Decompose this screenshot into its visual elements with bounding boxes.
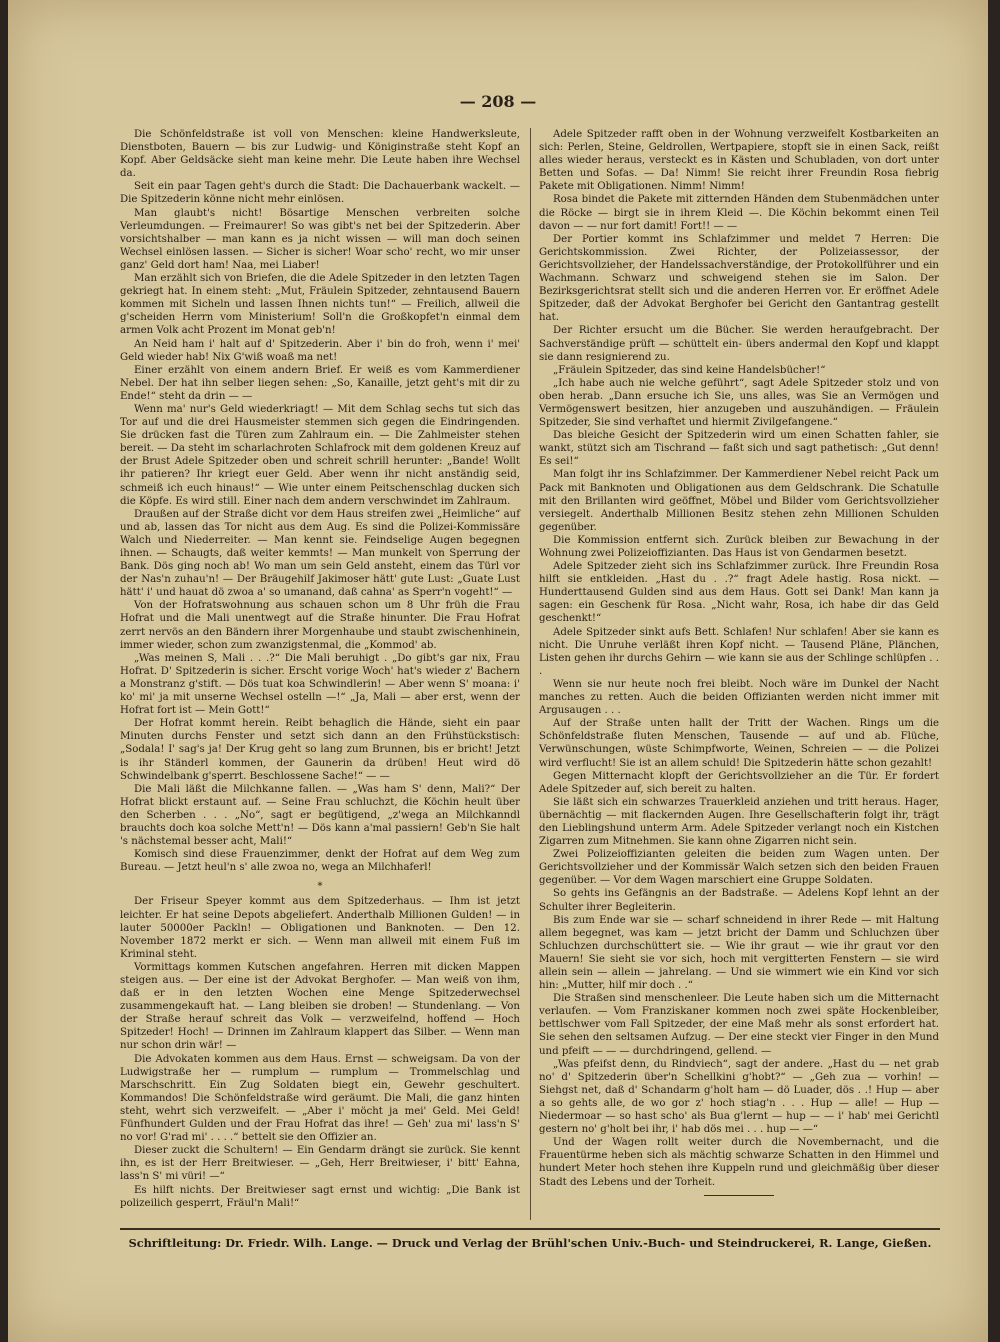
paragraph: „Was meinen S, Mali . . .?“ Die Mali beruhigt . „Do gibt's gar nix, Frau Hofrat. D' Spitzederin is sicher. Erscht vorige Woch' hat's wieder z' Bachern a Monstranz g'stift. — Dös tuat koa Schwindlerin! — Aber wenn S' moana: i' ko' mi' ja mit unserne Wechsel ostelln —!“ „Ja, Mali — aber erst, wenn der Hofrat fort ist — Mein Gott!“: [120, 652, 520, 717]
paragraph: Man glaubt's nicht! Bösartige Menschen verbreiten solche Verleumdungen. — Freimaurer! So was gibt's net bei der Spitzederin. Aber vorsichtshalber — man kann es ja nicht wissen — will man doch seinen Wechsel einlösen lassen. — Sicher is sicher! Woar scho' recht, wo mir unser ganz' Geld dort ham! Naa, mei Liaber!: [120, 207, 520, 271]
paragraph: Der Richter ersucht um die Bücher. Sie werden heraufgebracht. Der Sachverständige prüft — schüttelt ein- übers andermal den Kopf und klappt sie dann resignierend zu.: [539, 325, 939, 363]
paragraph: An Neid ham i' halt auf d' Spitzederin. Aber i' bin do froh, wenn i' mei' Geld wieder hab! Nix G'wiß woaß ma net!: [120, 338, 520, 363]
page-number: — 208 —: [459, 92, 537, 111]
paragraph: Komisch sind diese Frauenzimmer, denkt der Hofrat auf dem Weg zum Bureau. — Jetzt heul'n s' alle zwoa no, wega an Milchhaferl!: [120, 849, 520, 874]
paragraph: Seit ein paar Tagen geht's durch die Stadt: Die Dachauerbank wackelt. — Die Spitzederin könne nicht mehr einlösen.: [120, 181, 520, 206]
paragraph: Die Advokaten kommen aus dem Haus. Ernst — schweigsam. Da von der Ludwigstraße her — rumplum — rumplum — Trommelschlag und Marschschritt. Ein Zug Soldaten biegt ein, Gewehr geschultert. Kommandos! Die Schönfeldstraße wird geräumt. Die Mali, die ganz hinten steht, wehrt sich verzweifelt. — „Aber i' möcht ja mei' Geld. Mei Geld! Fünfhundert Gulden und der Frau Hofrat das ihre! — Geh' zua mi' lass'n S' no vor! G'rad mi' . . . .“ bettelt sie den Offizier an.: [120, 1053, 520, 1144]
paragraph: Einer erzählt von einem andern Brief. Er weiß es vom Kammerdiener Nebel. Der hat ihn selber liegen sehen: „So, Kanaille, jetzt geht's mit dir zu Ende!“ steht da drin — —: [120, 364, 520, 402]
paragraph: Der Friseur Speyer kommt aus dem Spitzederhaus. — Ihm ist jetzt leichter. Er hat seine Depots abgeliefert. Anderthalb Millionen Gulden! — in lauter 50000er Packln! — Obligationen und Banknoten. — Den 12. November 1872 merkt er sich. — Wenn man allweil mit einem Fuß im Kriminal steht.: [120, 896, 520, 960]
end-rule: [704, 1195, 774, 1196]
paragraph: Gegen Mitternacht klopft der Gerichtsvollzieher an die Tür. Er fordert Adele Spitzeder auf, sich bereit zu halten.: [539, 770, 939, 795]
paragraph: Das bleiche Gesicht der Spitzederin wird um einen Schatten fahler, sie wankt, stützt sich am Tischrand — faßt sich und sagt pathetisch: „Gut denn! Es sei!“: [539, 430, 939, 468]
paragraph: Die Straßen sind menschenleer. Die Leute haben sich um die Mitternacht verlaufen. — Vom Franziskaner kommen noch zwei späte Hockenbleiber, bettlschwer vom Fall Spitzeder, der eine Maß mehr als sonst erfordert hat. Sie sehen den seltsamen Aufzug. — Der eine steckt vier Finger in den Mund und pfeift — — — durchdringend, gellend. —: [539, 993, 939, 1057]
paragraph: Draußen auf der Straße dicht vor dem Haus streifen zwei „Heimliche“ auf und ab, lassen das Tor nicht aus dem Aug. Es sind die Polizei-Kommissäre Walch und Niederreiter. — Man kennt sie. Feindselige Augen begegnen ihnen. — Schaugts, daß weiter kemmts! — Man munkelt von Sperrung der Bank. Dös ging noch ab! Wo man um sein Geld ansteht, einem das Türl vor der Nas'n zuhau'n! — Der Bräugehilf Jakimoser hätt' gute Lust: „Guate Lust hätt' i' und hauat dö zwoa a' so umanand, daß cahna' as Sperr'n vogeht!“ —: [120, 508, 520, 599]
paragraph: Die Kommission entfernt sich. Zurück bleiben zur Bewachung in der Wohnung zwei Polizeioffizianten. Das Haus ist von Gendarmen besetzt.: [539, 534, 939, 559]
left-column-part2: [120, 895, 520, 1209]
paragraph: „Ich habe auch nie welche geführt“, sagt Adele Spitzeder stolz und von oben herab. „Dann ersuche ich Sie, uns alles, was Sie an Vermögen und Vermögenswert besitzen, hier anzugeben und auszuhändigen. — Fräulein Spitzeder, Sie sind verhaftet und hiermit Zivilgefangene.“: [539, 377, 939, 429]
paragraph: Von der Hofratswohnung aus schauen schon um 8 Uhr früh die Frau Hofrat und die Mali unentwegt auf die Straße hinunter. Die Frau Hofrat zerrt nervös an den Bändern ihrer Morgenhaube und staubt zwischenhinein, immer wieder, schon zum zwanzigstenmal, die „Kommod' ab.: [120, 600, 520, 651]
paragraph: Die Mali läßt die Milchkanne fallen. — „Was ham S' denn, Mali?“ Der Hofrat blickt erstaunt auf. — Seine Frau schluchzt, die Köchin heult über den Scherben . . . „No“, sagt er begütigend, „z'wega an Milchkanndl brauchts doch koa solche Mett'n! — Dös kann a'mal passiern! Geb'n Sie halt 's nächstemal besser acht, Mali!“: [120, 783, 520, 848]
paragraph: Sie läßt sich ein schwarzes Trauerkleid anziehen und tritt heraus. Hager, übernächtig — mit flackernden Augen. Ihre Gesellschafterin folgt ihr, trägt den Lieblingshund unterm Arm. Adele Spitzeder verlangt noch ein Kistchen Zigarren zum Mitnehmen. Sie kann ohne Zigarren nicht sein.: [539, 796, 939, 848]
paragraph: Der Hofrat kommt herein. Reibt behaglich die Hände, sieht ein paar Minuten durchs Fenster und setzt sich dann an den Frühstückstisch: „Sodala! I' sag's ja! Der Krug geht so lang zum Brunnen, bis er bricht! Jetzt is ihr Ständerl kommen, der Gaunerin da drüben! Heut wird dö Schwindelbank g'sperrt. Beschlossene Sache!“ — —: [120, 718, 520, 782]
footer-rule: [120, 1228, 940, 1230]
imprint-footer: Schriftleitung: Dr. Friedr. Wilh. Lange. — Druck und Verlag der Brühl'schen Univ.-Buch- und Steindruckerei, R. Lange, Gießen.: [128, 1236, 932, 1250]
paragraph: Rosa bindet die Pakete mit zitternden Händen dem Stubenmädchen unter die Röcke — birgt sie in ihrem Kleid —. Die Köchin bekommt einen Teil davon — — nur fort damit! Fort!! — —: [539, 194, 939, 232]
paragraph: Auf der Straße unten hallt der Tritt der Wachen. Rings um die Schönfeldstraße fluten Menschen, Tausende — auf und ab. Flüche, Verwünschungen, wüste Schimpfworte, Weinen, Schreien — — die Polizei wird verflucht! Sie ist an allem schuld! Die Spitzederin hätte schon gezahlt!: [539, 718, 939, 769]
paragraph: Und der Wagen rollt weiter durch die Novembernacht, und die Frauentürme heben sich als mächtig schwarze Schatten in den Himmel und hundert Meter hoch stehen ihre Kuppeln rund und gleichmäßig über dieser Stadt des Lebens und der Torheit.: [539, 1137, 939, 1188]
paragraph: Dieser zuckt die Schultern! — Ein Gendarm drängt sie zurück. Sie kennt ihn, es ist der Herr Breitwieser. — „Geh, Herr Breitwieser, i' bitt' Eahna, lass'n S' mi vüri! —“: [120, 1145, 520, 1183]
left-column-part1: [120, 128, 520, 874]
section-separator: *: [317, 881, 323, 893]
paragraph: Der Portier kommt ins Schlafzimmer und meldet 7 Herren: Die Gerichtskommission. Zwei Richter, der Polizeiassessor, der Gerichtsvollzieher, der Handelssachverständige, der Protokollführer und ein Wachmann. Schwarz und schweigend stehen sie im Salon. Der Bezirksgerichtsrat stellt sich und die anderen Herren vor. Er eröffnet Adele Spitzeder, daß der Advokat Berghofer bei Gericht den Gantantrag gestellt hat.: [539, 233, 939, 324]
paragraph: Adele Spitzeder zieht sich ins Schlafzimmer zurück. Ihre Freundin Rosa hilft sie entkleiden. „Hast du . .?“ fragt Adele hastig. Rosa nickt. — Hunderttausend Gulden sind aus dem Haus. Gott sei Dank! Man kann ja sagen: ein Geschenk für Rosa. „Nicht wahr, Rosa, ich habe dir das Geld geschenkt!“: [539, 561, 939, 625]
paragraph: Vormittags kommen Kutschen angefahren. Herren mit dicken Mappen steigen aus. — Der eine ist der Advokat Berghofer. — Man weiß von ihm, daß er in den letzten Wochen eine Menge Spitzederwechsel zusammengekauft hat. — Lang bleiben sie droben! — Stundenlang. — Von der Straße herauf schreit das Volk — verzweifelnd, hoffend — Hoch Spitzeder! Hoch! — Drinnen im Zahlraum klappert das Silber. — Wenn man nur schon drin wär! —: [120, 961, 520, 1052]
paragraph: „Fräulein Spitzeder, das sind keine Handelsbücher!“: [553, 364, 826, 376]
paragraph: Man folgt ihr ins Schlafzimmer. Der Kammerdiener Nebel reicht Pack um Pack mit Banknoten und Obligationen aus dem Geldschrank. Die Schatulle mit den Brillanten wird geöffnet, Möbel und Bilder vom Gerichtsvollzieher versiegelt. Anderthalb Millionen Besitz stehen zehn Millionen Schulden gegenüber.: [539, 469, 939, 533]
paragraph: Adele Spitzeder rafft oben in der Wohnung verzweifelt Kostbarkeiten an sich: Perlen, Steine, Geldrollen, Wertpapiere, stopft sie in einen Sack, reißt alles wieder heraus, versteckt es in Kästen und Schubladen, von dort unter Betten und Sofas. — Da! Nimm! Sie reicht ihrer Freundin Rosa fiebrig Pakete mit Obligationen. Nimm! Nimm!: [539, 129, 939, 193]
column-divider: [530, 128, 531, 1220]
paragraph: Es hilft nichts. Der Breitwieser sagt ernst und wichtig: „Die Bank ist polizeilich gesperrt, Fräul'n Mali!“: [120, 1184, 520, 1209]
paragraph: Wenn ma' nur's Geld wiederkriagt! — Mit dem Schlag sechs tut sich das Tor auf und die drei Hausmeister stemmen sich gegen die Eindringenden. Sie drücken fast die Türen zum Zahlraum ein. — Die Zahlmeister stehen bereit. — Da steht im scharlachroten Schlafrock mit dem goldenen Kreuz auf der Brust Adele Spitzeder oben und schreit schrill herunter: „Bande! Wollt ihr patieren? Ihr kriegt euer Geld. Aber wenn ihr nicht anständig seid, schmeiß ich euch hinaus!“ — Wie unter einem Peitschenschlag ducken sich die Köpfe. Es wird still. Einer nach dem andern verschwindet im Zahlraum.: [120, 403, 520, 507]
paragraph: So gehts ins Gefängnis an der Badstraße. — Adelens Kopf lehnt an der Schulter ihrer Begleiterin.: [539, 888, 939, 913]
paragraph: Wenn sie nur heute noch frei bleibt. Noch wäre im Dunkel der Nacht manches zu retten. Auch die beiden Offizianten werden nicht immer mit Argusaugen . . .: [539, 678, 939, 717]
newspaper-page: [8, 0, 988, 1342]
paragraph: Bis zum Ende war sie — scharf schneidend in ihrer Rede — mit Haltung allem begegnet, was kam — jetzt bricht der Damm und Schluchzen über Schluchzen durchschüttert sie. — Wie ihr graut — wie ihr graut vor den Mauern! Sie sieht sie vor sich, hoch mit vergitterten Fenstern — sie wird allein sein — allein — jahrelang. — Und sie wimmert wie ein Kind vor sich hin: „Mutter, hilf mir doch . .“: [539, 914, 939, 992]
paragraph: Man erzählt sich von Briefen, die die Adele Spitzeder in den letzten Tagen gekriegt hat. In einem steht: „Mut, Fräulein Spitzeder, zehntausend Bauern kommen mit Sicheln und lassen Ihnen nichts tun!“ — Freilich, allweil die g'scheiden Herrn vom Ministerium! Soll'n die Großkopfet'n einmal dem armen Volk acht Prozent im Monat geb'n!: [120, 273, 520, 337]
right-column: [539, 128, 939, 1196]
paragraph: Zwei Polizeioffizianten geleiten die beiden zum Wagen unten. Der Gerichtsvollzieher und der Kommissär Walch setzen sich den beiden Frauen gegenüber. — Vor dem Wagen marschiert eine Gruppe Soldaten.: [539, 849, 939, 887]
left-column: [120, 128, 520, 1210]
paragraph: Adele Spitzeder sinkt aufs Bett. Schlafen! Nur schlafen! Aber sie kann es nicht. Die Unruhe verläßt ihren Kopf nicht. — Tausend Pläne, Plänchen, Listen gehen ihr durchs Gehirn — wie kann sie aus der Schlinge schlüpfen . . .: [539, 626, 939, 677]
paragraph: „Was pfeifst denn, du Rindviech“, sagt der andere. „Hast du — net grab no' d' Spitzederin über'n Schellkini g'hobt?“ — „Geh zua — vorhin! — Siehgst net, daß d' Schandarm g'holt ham — dö Luader, dös . .! Hup — aber a so gehts alle, de wo gor z' hoch stiag'n . . . Hup — alle! — Hup — Niedermoar — so hast scho' als Bua g'lernt — hup — — i' hab' mei Gerichtl gestern no' g'holt bei ihr, i' hab dös mei . . . hup — —“: [539, 1058, 939, 1136]
paragraph: Die Schönfeldstraße ist voll von Menschen: kleine Handwerksleute, Dienstboten, Bauern — bis zur Ludwig- und Königinstraße steht Kopf an Kopf. Aber Geldsäcke sieht man keine mehr. Die Leute haben ihre Wechsel da.: [120, 129, 520, 180]
